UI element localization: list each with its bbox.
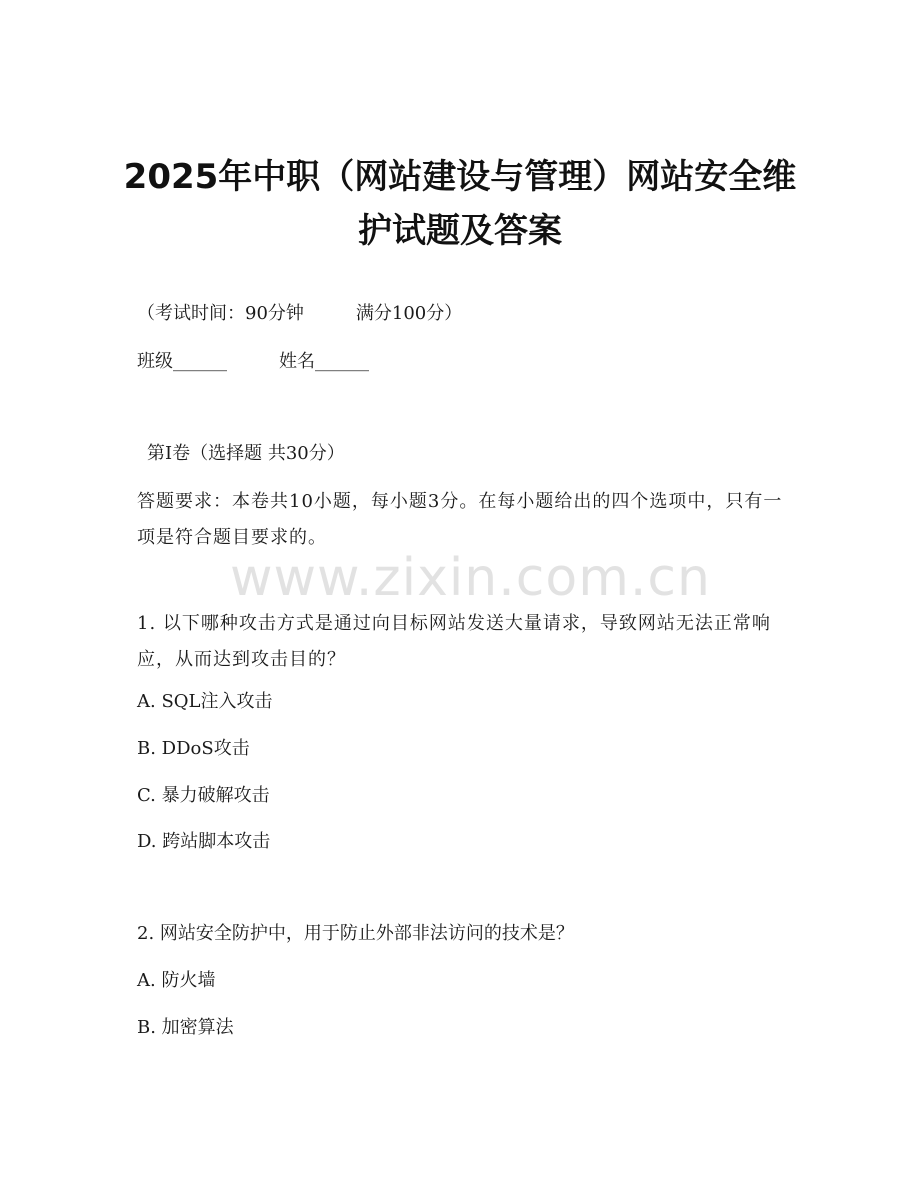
question-1-option-c: C. 暴力破解攻击 (137, 785, 270, 806)
question-2-stem: 2. 网站安全防护中，用于防止外部非法访问的技术是？ (137, 923, 574, 944)
full-score: 满分100分） (355, 303, 463, 324)
title-line-2: 护试题及答案 (358, 211, 562, 251)
name-field: 姓名______ (279, 351, 369, 372)
question-1-option-a: A. SQL注入攻击 (137, 691, 273, 712)
question-2-option-a: A. 防火墙 (137, 970, 216, 991)
exam-info (137, 302, 462, 326)
title-line-1: 2025年中职（网站建设与管理）网站安全维 (123, 157, 797, 197)
document-title (60, 150, 860, 258)
question-2-option-b: B. 加密算法 (137, 1017, 234, 1038)
question-1-option-d: D. 跨站脚本攻击 (137, 831, 271, 852)
question-1-option-b: B. DDoS攻击 (137, 738, 250, 759)
question-1-stem: 1. 以下哪种攻击方式是通过向目标网站发送大量请求，导致网站无法正常响应，从而达到攻击目的？ (137, 613, 771, 670)
watermark: www.zixin.com.cn (230, 548, 711, 608)
class-field: 班级______ (137, 351, 227, 372)
exam-time: （考试时间：90分钟 (137, 303, 304, 324)
section-title: 第Ⅰ卷（选择题 共30分） (147, 443, 345, 464)
instructions: 答题要求：本卷共10小题，每小题3分。在每小题给出的四个选项中，只有一项是符合题目要求的。 (137, 491, 783, 548)
student-info (137, 350, 369, 374)
